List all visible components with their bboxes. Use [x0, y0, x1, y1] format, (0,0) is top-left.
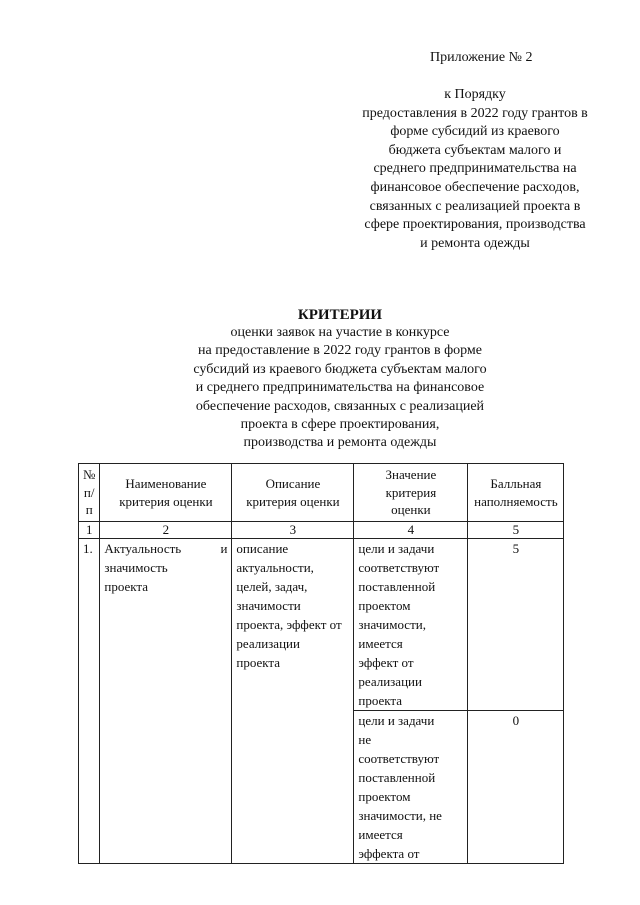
score-value: 0: [468, 711, 564, 864]
row-number: 1.: [79, 539, 100, 864]
criterion-description: описание актуальности, целей, задач, значимости проекта, эффект от реализации проекта: [232, 539, 354, 864]
header-description: Описание критерия оценки: [232, 464, 354, 522]
annex-line: бюджета субъектам малого и: [388, 142, 562, 158]
index-cell: 4: [354, 522, 468, 539]
criterion-name: Актуальность и значимость проекта: [100, 539, 232, 864]
table-header-row: [79, 464, 564, 522]
heading-title: КРИТЕРИИ: [297, 307, 383, 323]
annex-line: финансовое обеспечение расходов,: [370, 179, 580, 195]
annex-line: форме субсидий из краевого: [390, 124, 560, 140]
criterion-value: цели и задачи соответствуют поставленной проектом значимости, имеется эффект от реализации проекта: [354, 539, 468, 711]
index-cell: 5: [468, 522, 564, 539]
annex-line: среднего предпринимательства на: [373, 161, 577, 177]
annex-line: связанных с реализацией проекта в: [369, 198, 581, 214]
annex-line: предоставления в 2022 году грантов в: [362, 105, 588, 121]
document-heading: [150, 306, 530, 453]
header-score: Балльная наполняемость: [468, 464, 564, 522]
header-value: Значение критерия оценки: [354, 464, 468, 522]
header-name: Наименование критерия оценки: [100, 464, 232, 522]
heading-line: субсидий из краевого бюджета субъектам малого: [193, 361, 487, 377]
heading-line: проекта в сфере проектирования,: [240, 417, 440, 433]
annex-line: и ремонта одежды: [420, 235, 530, 251]
score-value: 5: [468, 539, 564, 711]
header-num: № п/ п: [79, 464, 100, 522]
heading-line: обеспечение расходов, связанных с реализацией: [195, 398, 485, 414]
criteria-table: [78, 463, 564, 864]
annex-reference: [340, 86, 610, 253]
index-cell: 2: [100, 522, 232, 539]
heading-line: производства и ремонта одежды: [243, 435, 437, 451]
criterion-value: цели и задачи не соответствуют поставленной проектом значимости, не имеется эффекта от: [354, 711, 468, 864]
annex-line: сфере проектирования, производства: [364, 217, 586, 233]
index-cell: 1: [79, 522, 100, 539]
table-row: [79, 539, 564, 711]
annex-line: к Порядку: [444, 87, 506, 102]
index-cell: 3: [232, 522, 354, 539]
table-index-row: [79, 522, 564, 539]
heading-line: на предоставление в 2022 году грантов в форме: [198, 343, 482, 359]
heading-line: и среднего предпринимательства на финансовое: [195, 380, 485, 396]
annex-title: Приложение № 2: [430, 50, 533, 65]
heading-line: оценки заявок на участие в конкурсе: [230, 325, 450, 340]
